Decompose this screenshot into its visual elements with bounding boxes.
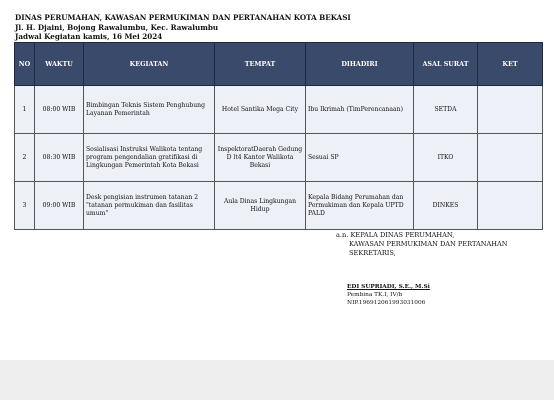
row-asal-surat: DINKES: [414, 182, 478, 230]
signature-block: [336, 231, 508, 257]
col-no-header: NO: [15, 43, 35, 86]
row-dihadiri: Sesuai SP: [306, 134, 414, 182]
table-row: [15, 86, 543, 134]
col-tempat-header: TEMPAT: [215, 43, 306, 86]
row-kegiatan: Desk pengisian instrumen tatanan 2 "tatanan permukiman dan fasilitas umum": [84, 182, 215, 230]
row-tempat: InspektoratDaerah Gedung D lt4 Kantor Walikota Bekasi: [215, 134, 306, 182]
signature-position: SEKRETARIS,: [349, 248, 396, 257]
row-tempat: Aula Dinas Lingkungan Hidup: [215, 182, 306, 230]
col-dihadiri-header: DIHADIRI: [306, 43, 414, 86]
row-ket: [478, 86, 543, 134]
table-row: [15, 134, 543, 182]
row-no: 3: [15, 182, 35, 230]
official-name: EDI SUPRIADI, S.E., M.Si: [347, 284, 430, 290]
signature-agency: KAWASAN PERMUKIMAN DAN PERTANAHAN: [349, 239, 508, 248]
row-dihadiri: Kepala Bidang Perumahan dan Permukiman dan Kepala UPTD PALD: [306, 182, 414, 230]
table-row: [15, 182, 543, 230]
table-header-row: [15, 43, 543, 86]
col-asal-surat-header: ASAL SURAT: [414, 43, 478, 86]
official-info: [347, 283, 430, 308]
col-ket-header: KET: [478, 43, 543, 86]
row-dihadiri: Ibu Ikrimah (TimPerencanaan): [306, 86, 414, 134]
row-asal-surat: SETDA: [414, 86, 478, 134]
agency-address: Jl. H. Djaini, Bojong Rawalumbu, Kec. Rawalumbu: [15, 22, 219, 32]
row-tempat: Hotel Santika Mega City: [215, 86, 306, 134]
schedule-date: Jadwal Kegiatan kamis, 16 Mei 2024: [15, 32, 163, 41]
row-waktu: 09:00 WIB: [35, 182, 84, 230]
agency-name: DINAS PERUMAHAN, KAWASAN PERMUKIMAN DAN PERTANAHAN KOTA BEKASI: [15, 13, 351, 22]
signature-on-behalf: a.n. KEPALA DINAS PERUMAHAN,: [336, 231, 455, 239]
schedule-table: [14, 42, 543, 230]
row-kegiatan: Bimbingan Teknis Sistem Penghubung Layanan Pemerintah: [84, 86, 215, 134]
official-nip: NIP.196912061993031006: [347, 300, 426, 307]
official-rank: Pembina TK.I, IV/b: [347, 292, 403, 299]
row-no: 2: [15, 134, 35, 182]
col-waktu-header: WAKTU: [35, 43, 84, 86]
row-ket: [478, 134, 543, 182]
row-waktu: 08:30 WIB: [35, 134, 84, 182]
row-ket: [478, 182, 543, 230]
row-waktu: 08:00 WIB: [35, 86, 84, 134]
viewer-background: [0, 360, 554, 400]
col-kegiatan-header: KEGIATAN: [84, 43, 215, 86]
document-header: [15, 13, 351, 42]
row-no: 1: [15, 86, 35, 134]
row-kegiatan: Sosialisasi Instruksi Walikota tentang program pengendalian gratifikasi di Lingkungan Pemerintah Kota Bekasi: [84, 134, 215, 182]
row-asal-surat: ITKO: [414, 134, 478, 182]
